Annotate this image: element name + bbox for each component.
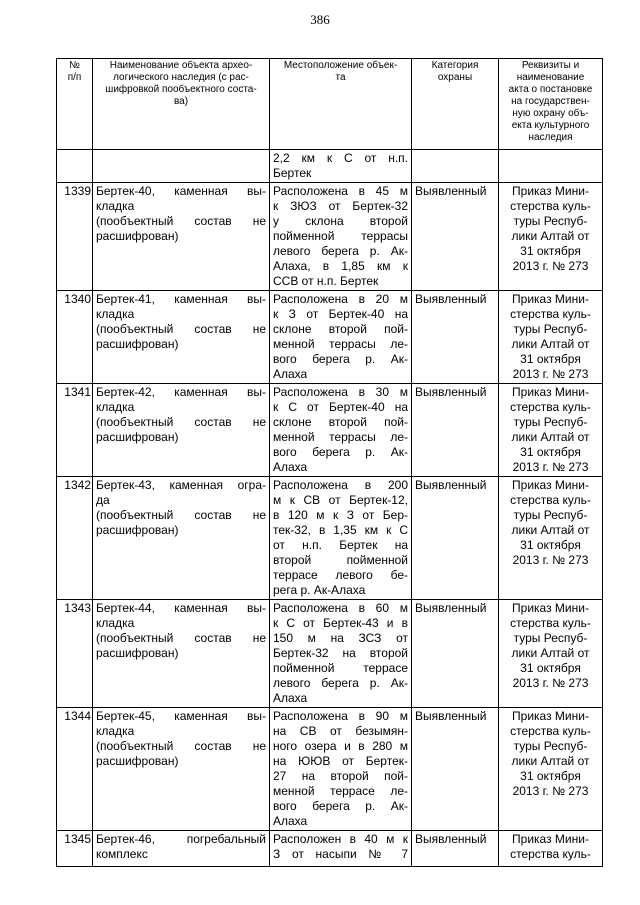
header-text: та (335, 72, 346, 83)
location-line: менной террасе ле- (273, 784, 408, 798)
location-line: к С от Бертек-40 на (273, 400, 408, 414)
header-text: акта о постановке (508, 84, 593, 95)
requisites-line: туры Респуб- (513, 631, 588, 645)
name-line: (пообъектный состав не (96, 631, 266, 645)
requisites-line: стерства куль- (510, 493, 591, 507)
location-line: м к СВ от Бертек-12, (273, 493, 408, 507)
cell-num: 1345 (57, 831, 93, 867)
location-line: Алаха (273, 367, 308, 381)
cell-num: 1339 (57, 183, 93, 291)
name-line: расшифрован) (96, 337, 179, 351)
cell-name (93, 384, 270, 477)
cell-name (93, 708, 270, 831)
requisites-line: 31 октября (520, 244, 581, 258)
requisites-line: 2013 г. № 273 (512, 676, 589, 690)
location-line: на СВ от безымян- (273, 724, 408, 738)
name-line: расшифрован) (96, 229, 179, 243)
header-text: ва) (173, 96, 189, 107)
name-line: расшифрован) (96, 754, 179, 768)
name-line: расшифрован) (96, 430, 179, 444)
requisites-line: 31 октября (520, 769, 581, 783)
cell-requisites (499, 708, 603, 831)
location-line: тек-32, в 1,35 км к С (273, 523, 408, 537)
name-line: кладка (96, 616, 135, 630)
location-line: 2,2 км к С от н.п. (273, 151, 408, 165)
location-line: Алаха (273, 814, 308, 828)
cell-name (93, 150, 270, 183)
header-requisites (499, 59, 603, 150)
location-line: пойменной террасе (273, 661, 408, 675)
cell-location (270, 600, 412, 708)
name-line: кладка (96, 307, 135, 321)
name-line: Бертек-40, каменная вы- (96, 184, 266, 198)
header-text: Реквизиты и (521, 60, 580, 71)
cell-category: Выявленный (412, 831, 499, 867)
requisites-line: стерства куль- (510, 199, 591, 213)
header-text: екта культурного (511, 120, 590, 131)
requisites-line: туры Респуб- (513, 508, 588, 522)
requisites-line: Приказ Мини- (512, 601, 589, 615)
continuation-row (57, 150, 603, 183)
requisites-line: 31 октября (520, 445, 581, 459)
location-line: склоне второй пой- (273, 415, 408, 429)
table-row (57, 477, 603, 600)
location-line: вого берега р. Ак- (273, 352, 408, 366)
header-category (412, 59, 499, 150)
cell-category (412, 150, 499, 183)
cell-location (270, 150, 412, 183)
name-line: Бертек-42, каменная вы- (96, 385, 266, 399)
location-line: террасе левого бе- (273, 568, 408, 582)
location-line: к ЗЮЗ от Бертек-32 (273, 199, 408, 213)
header-text: шифровкой пообъектного соста- (105, 84, 257, 95)
header-text: № (69, 60, 80, 71)
cell-num: 1340 (57, 291, 93, 384)
cell-name (93, 477, 270, 600)
location-line: ССВ от н.п. Бертек (273, 274, 379, 288)
cell-num: 1344 (57, 708, 93, 831)
location-line: менной террасы ле- (273, 430, 408, 444)
requisites-line: Приказ Мини- (512, 709, 589, 723)
heritage-table (56, 58, 603, 867)
header-text: Категория (431, 60, 479, 71)
requisites-line: лики Алтай от (511, 754, 590, 768)
header-text: наследия (528, 132, 573, 143)
cell-category: Выявленный (412, 600, 499, 708)
cell-requisites (499, 291, 603, 384)
location-line: 150 м на ЗСЗ от (273, 631, 408, 645)
location-line: от н.п. Бертек на (273, 538, 408, 552)
cell-requisites (499, 384, 603, 477)
requisites-line: 31 октября (520, 352, 581, 366)
cell-name (93, 831, 270, 867)
location-line: склоне второй пой- (273, 322, 408, 336)
requisites-line: 31 октября (520, 661, 581, 675)
location-line: Расположен в 40 м к (273, 832, 408, 846)
location-line: Алаха (273, 460, 308, 474)
location-line: рега р. Ак-Алаха (273, 583, 366, 597)
name-line: (пообъектный состав не (96, 415, 266, 429)
cell-num: 1342 (57, 477, 93, 600)
requisites-line: стерства куль- (510, 847, 591, 861)
header-text: Наименование объекта архео- (109, 60, 253, 71)
table-header-row (57, 59, 603, 150)
requisites-line: Приказ Мини- (512, 184, 589, 198)
requisites-line: 2013 г. № 273 (512, 259, 589, 273)
header-text: охраны (437, 72, 473, 83)
location-line: левого берега р. Ак- (273, 244, 408, 258)
location-line: Бертек (273, 166, 312, 180)
name-line: да (96, 493, 110, 507)
table-row (57, 291, 603, 384)
requisites-line: туры Респуб- (513, 214, 588, 228)
cell-requisites (499, 183, 603, 291)
location-line: у склона второй (273, 214, 408, 228)
name-line: кладка (96, 199, 135, 213)
requisites-line: 2013 г. № 273 (512, 460, 589, 474)
name-line: Бертек-46, погребальный (96, 832, 266, 846)
name-line: кладка (96, 400, 135, 414)
cell-category: Выявленный (412, 708, 499, 831)
name-line: Бертек-44, каменная вы- (96, 601, 266, 615)
location-line: второй пойменной (273, 553, 408, 567)
requisites-line: туры Респуб- (513, 415, 588, 429)
header-text: на государствен- (511, 96, 590, 107)
requisites-line: лики Алтай от (511, 430, 590, 444)
cell-num: 1343 (57, 600, 93, 708)
cell-location (270, 477, 412, 600)
requisites-line: 2013 г. № 273 (512, 367, 589, 381)
location-line: Расположена в 60 м (273, 601, 408, 615)
name-line: (пообъектный состав не (96, 739, 266, 753)
name-line: расшифрован) (96, 523, 179, 537)
requisites-line: туры Респуб- (513, 322, 588, 336)
table-row (57, 600, 603, 708)
location-line: Расположена в 90 м (273, 709, 408, 723)
cell-category: Выявленный (412, 384, 499, 477)
cell-name (93, 291, 270, 384)
location-line: ного озера и в 280 м (273, 739, 408, 753)
name-line: (пообъектный состав не (96, 214, 266, 228)
requisites-line: Приказ Мини- (512, 478, 589, 492)
table-row (57, 183, 603, 291)
location-line: в 120 м к З от Бер- (273, 508, 408, 522)
requisites-line: стерства куль- (510, 616, 591, 630)
requisites-line: Приказ Мини- (512, 832, 589, 846)
header-text: логического наследия (с рас- (113, 72, 249, 83)
cell-location (270, 831, 412, 867)
cell-name (93, 600, 270, 708)
name-line: кладка (96, 724, 135, 738)
location-line: вого берега р. Ак- (273, 445, 408, 459)
name-line: Бертек-43, каменная огра- (96, 478, 266, 492)
requisites-line: Приказ Мини- (512, 292, 589, 306)
location-line: менной террасы ле- (273, 337, 408, 351)
cell-requisites (499, 831, 603, 867)
cell-num: 1341 (57, 384, 93, 477)
requisites-line: туры Респуб- (513, 739, 588, 753)
header-name (93, 59, 270, 150)
table-row (57, 708, 603, 831)
name-line: расшифрован) (96, 646, 179, 660)
table-row (57, 831, 603, 867)
cell-location (270, 291, 412, 384)
requisites-line: лики Алтай от (511, 646, 590, 660)
requisites-line: лики Алтай от (511, 229, 590, 243)
location-line: Алаха, в 1,85 км к (273, 259, 408, 273)
requisites-line: Приказ Мини- (512, 385, 589, 399)
requisites-line: стерства куль- (510, 724, 591, 738)
cell-requisites (499, 477, 603, 600)
name-line: (пообъектный состав не (96, 322, 266, 336)
location-line: левого берега р. Ак- (273, 676, 408, 690)
location-line: З от насыпи № 7 (273, 847, 408, 861)
header-text: Местоположение объек- (283, 60, 398, 71)
requisites-line: стерства куль- (510, 400, 591, 414)
cell-name (93, 183, 270, 291)
cell-category: Выявленный (412, 291, 499, 384)
cell-location (270, 183, 412, 291)
cell-requisites (499, 150, 603, 183)
name-line: (пообъектный состав не (96, 508, 266, 522)
header-text: наименование (516, 72, 585, 83)
cell-category: Выявленный (412, 183, 499, 291)
page-number: 386 (310, 12, 330, 27)
cell-location (270, 708, 412, 831)
location-line: Расположена в 45 м (273, 184, 408, 198)
location-line: Алаха (273, 691, 308, 705)
table-row (57, 384, 603, 477)
requisites-line: 2013 г. № 273 (512, 553, 589, 567)
cell-num (57, 150, 93, 183)
cell-location (270, 384, 412, 477)
name-line: Бертек-41, каменная вы- (96, 292, 266, 306)
header-num (57, 59, 93, 150)
location-line: Бертек-32 на второй (273, 646, 408, 660)
location-line: пойменной террасы (273, 229, 408, 243)
header-text: ную охрану объ- (512, 108, 589, 119)
requisites-line: лики Алтай от (511, 337, 590, 351)
header-text: п/п (67, 72, 82, 83)
location-line: вого берега р. Ак- (273, 799, 408, 813)
header-location (270, 59, 412, 150)
location-line: Расположена в 200 (273, 478, 408, 492)
name-line: Бертек-45, каменная вы- (96, 709, 266, 723)
requisites-line: лики Алтай от (511, 523, 590, 537)
cell-requisites (499, 600, 603, 708)
requisites-line: 2013 г. № 273 (512, 784, 589, 798)
cell-category: Выявленный (412, 477, 499, 600)
location-line: Расположена в 30 м (273, 385, 408, 399)
location-line: 27 на второй пой- (273, 769, 408, 783)
name-line: комплекс (96, 847, 148, 861)
requisites-line: 31 октября (520, 538, 581, 552)
requisites-line: стерства куль- (510, 307, 591, 321)
location-line: Расположена в 20 м (273, 292, 408, 306)
location-line: к З от Бертек-40 на (273, 307, 408, 321)
location-line: к С от Бертек-43 и в (273, 616, 408, 630)
location-line: на ЮЮВ от Бертек- (273, 754, 408, 768)
